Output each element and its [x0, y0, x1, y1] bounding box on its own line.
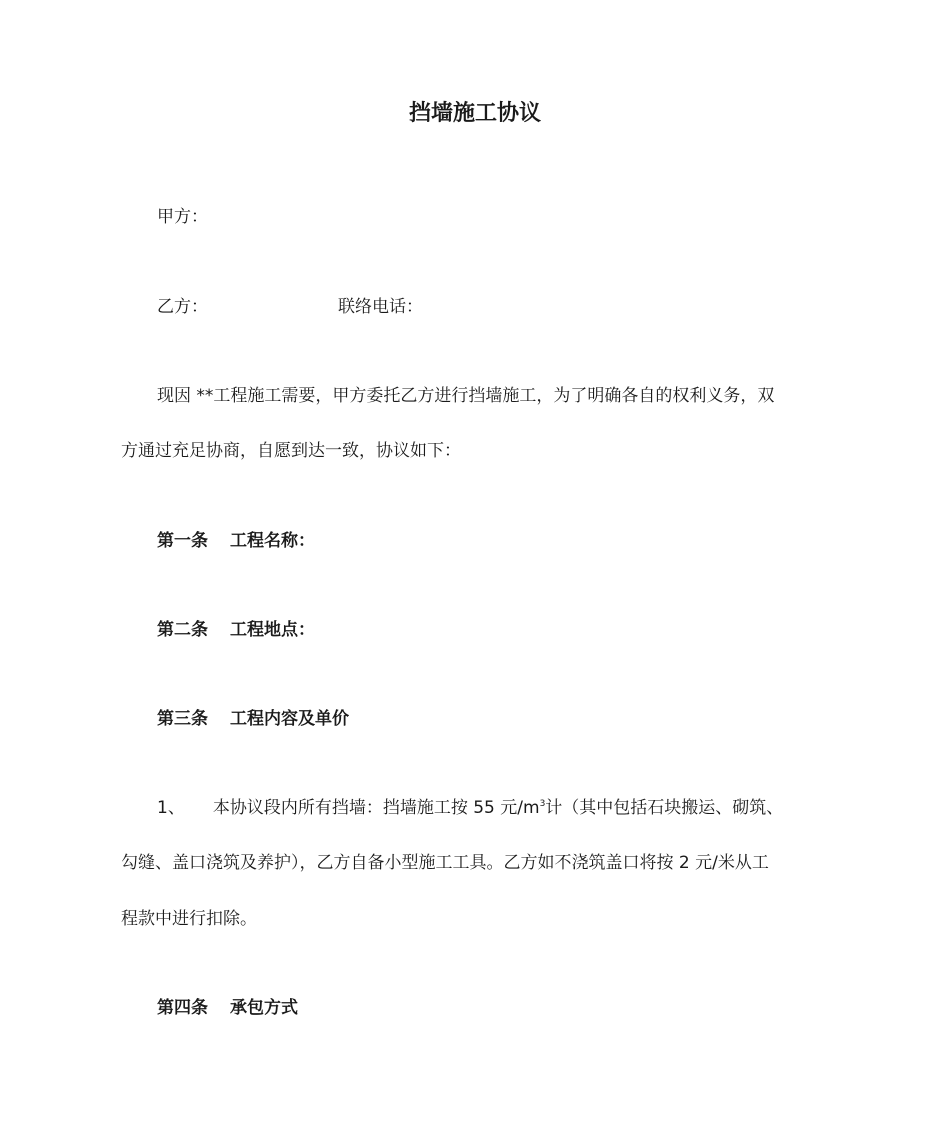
clause-2 [157, 618, 869, 642]
clause-4 [157, 996, 869, 1020]
item-1-line-2: 勾缝、盖口浇筑及养护），乙方自备小型施工工具。乙方如不浇筑盖口将按 2 元/米从工 [121, 853, 769, 873]
superscript-three: 3 [539, 799, 546, 809]
clause-3 [157, 707, 869, 731]
clause-1 [157, 529, 869, 553]
party-b-label: 乙方： [157, 297, 208, 317]
clause-number: 第四条 [157, 998, 208, 1018]
clause-title: 工程名称： [230, 531, 315, 551]
item-text-continued: 计（其中包括石块搬运、砌筑、 [545, 798, 784, 818]
intro-paragraph-line-1: 现因 **工程施工需要，甲方委托乙方进行挡墙施工，为了明确各自的权利义务，双 [157, 386, 775, 406]
document-title: 挡墙施工协议 [408, 101, 541, 126]
party-b-line [157, 295, 869, 319]
item-1-line-1 [157, 796, 869, 820]
clause-number: 第三条 [157, 709, 208, 729]
item-text: 本协议段内所有挡墙：挡墙施工按 55 元/m [212, 798, 540, 818]
contact-phone-label: 联络电话： [338, 297, 423, 317]
intro-paragraph-line-2: 方通过充足协商，自愿到达一致，协议如下： [121, 441, 461, 461]
clause-number: 第一条 [157, 531, 208, 551]
clause-title: 承包方式 [230, 998, 298, 1018]
clause-title: 工程地点： [230, 620, 315, 640]
item-number: 1、 [157, 798, 185, 818]
clause-title: 工程内容及单价 [230, 709, 349, 729]
party-a-label: 甲方： [157, 207, 208, 227]
clause-number: 第二条 [157, 620, 208, 640]
party-a-line [157, 205, 869, 229]
item-1-line-3: 程款中进行扣除。 [121, 909, 257, 929]
